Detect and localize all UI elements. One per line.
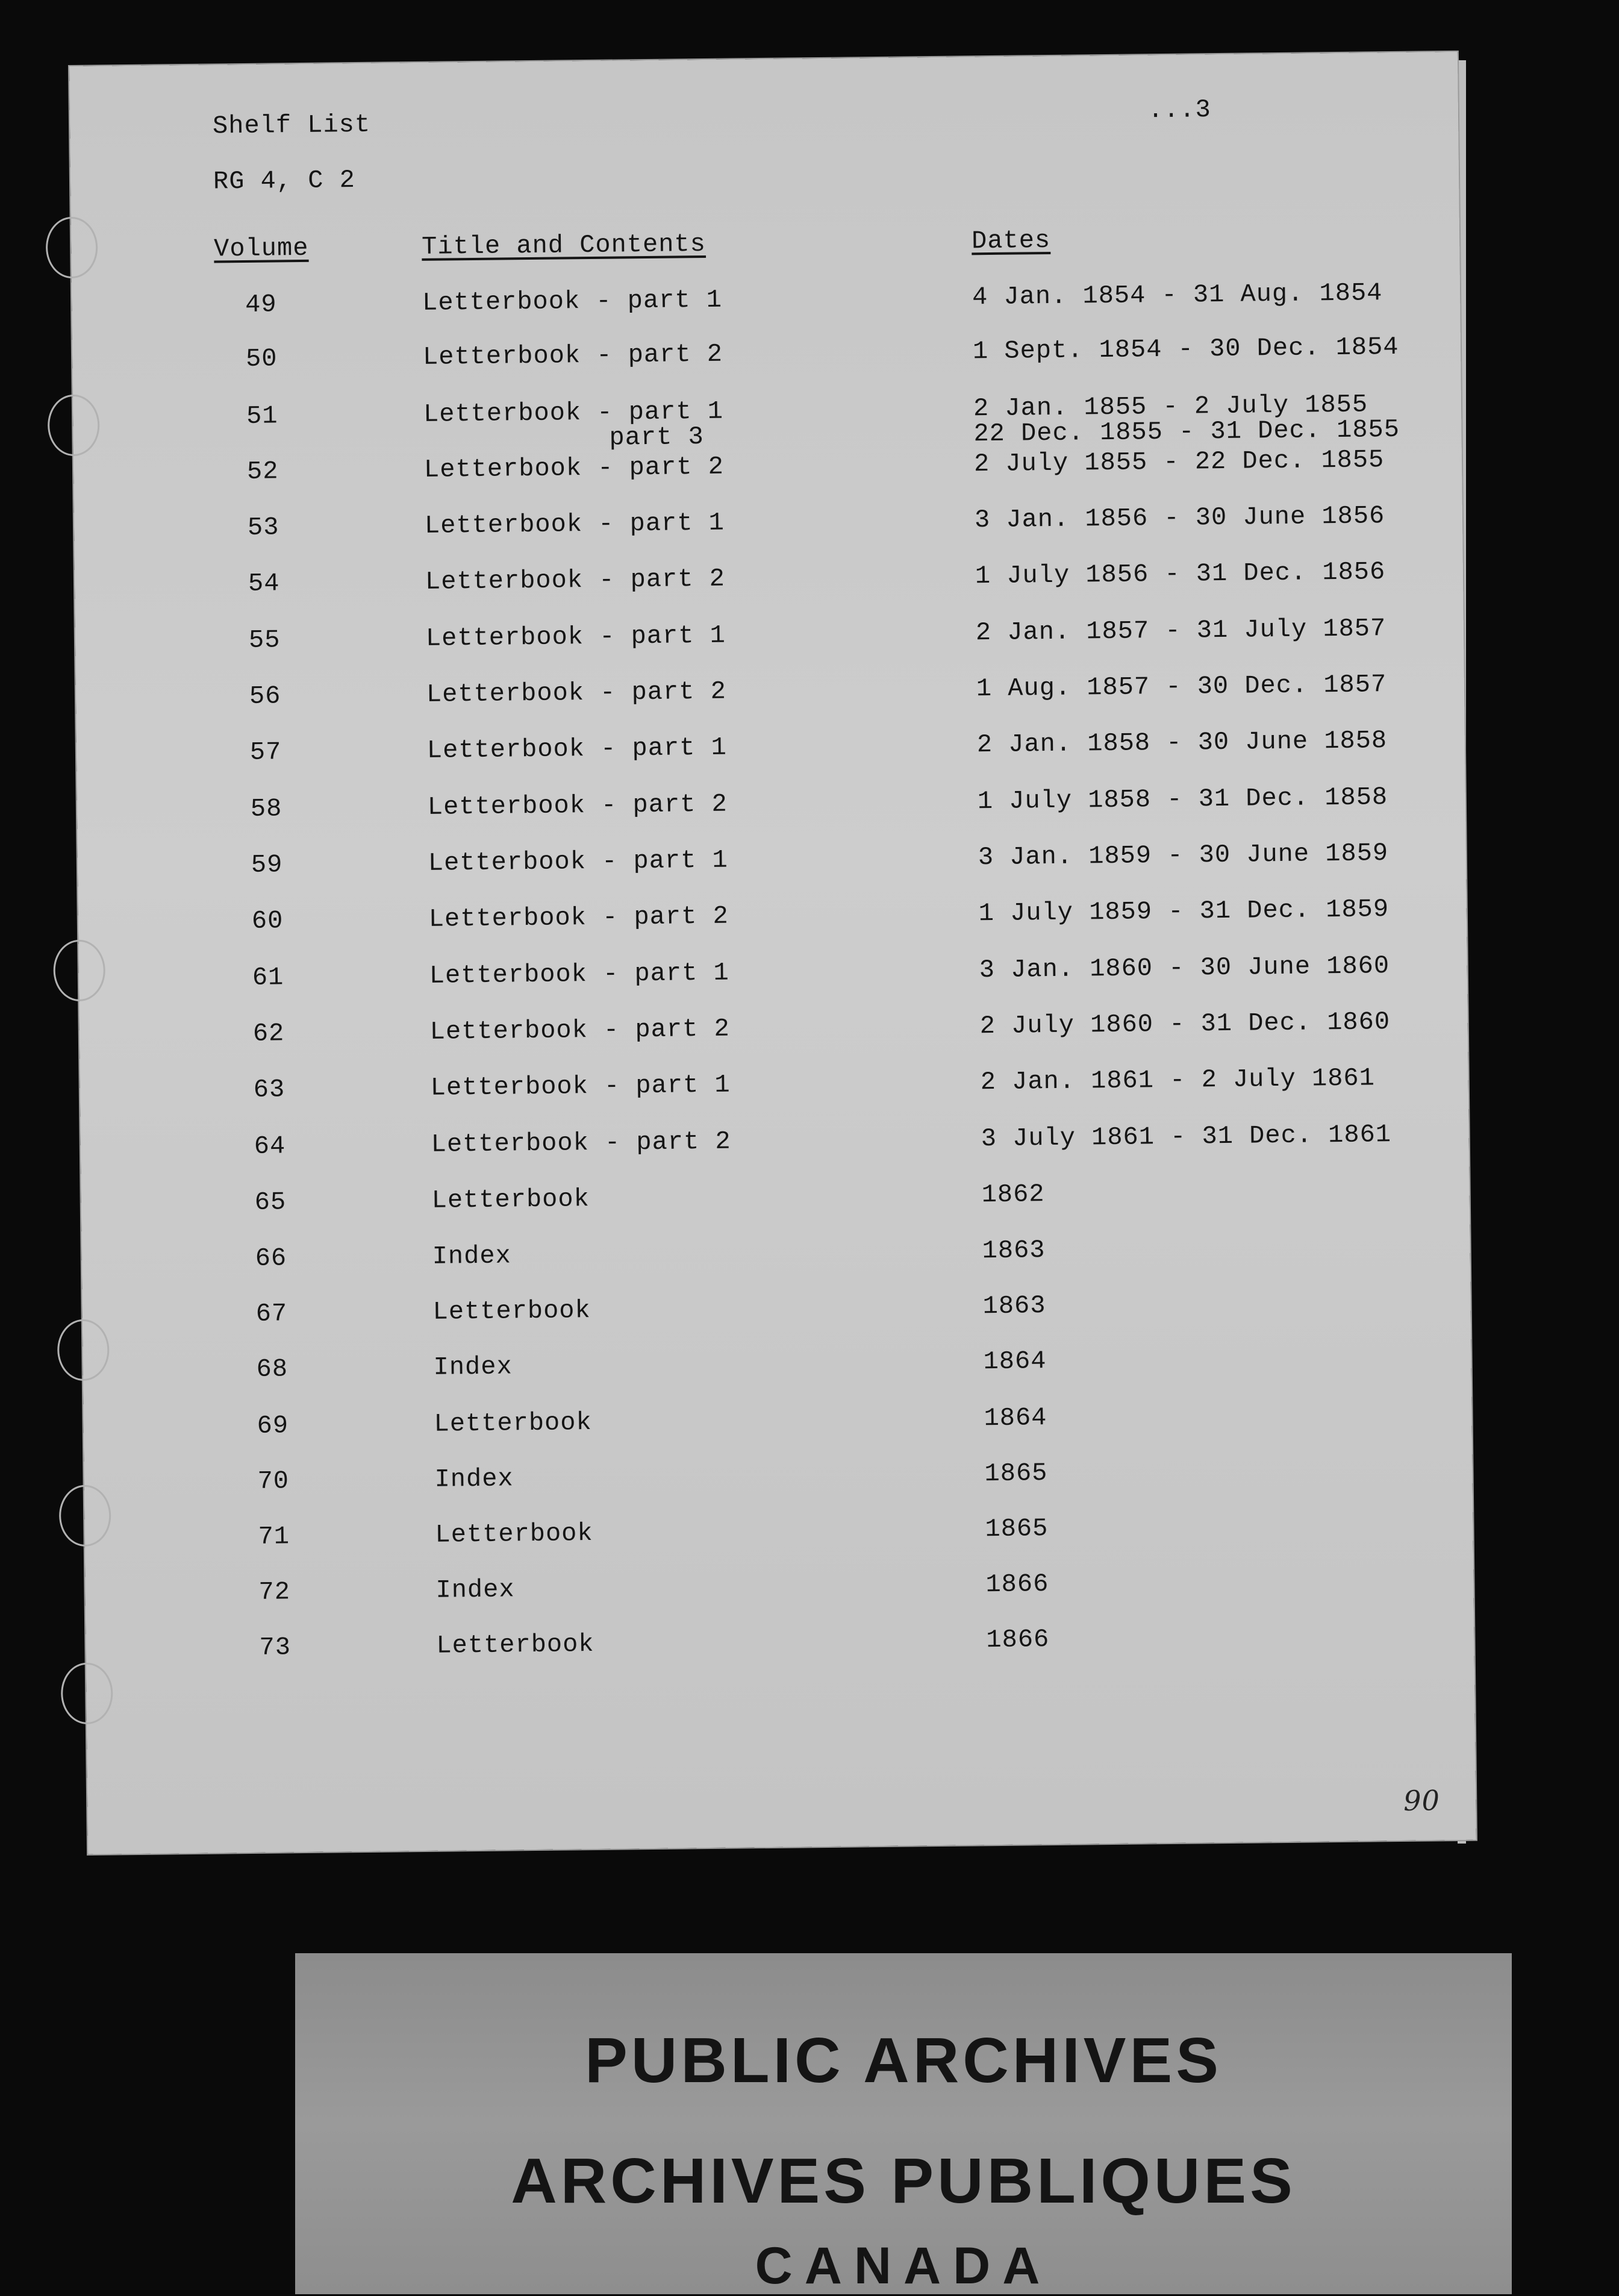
row-title: Letterbook - part 1 (429, 958, 729, 990)
row-dates: 3 July 1861 - 31 Dec. 1861 (981, 1120, 1392, 1154)
column-header-dates: Dates (971, 225, 1051, 256)
row-volume: 58 (250, 794, 282, 824)
row-dates: 2 July 1860 - 31 Dec. 1860 (979, 1007, 1391, 1041)
stamp-line-english: PUBLIC ARCHIVES (585, 2025, 1222, 2096)
row-title: Letterbook (432, 1296, 591, 1327)
row-volume: 65 (254, 1187, 287, 1217)
row-volume: 71 (258, 1522, 290, 1551)
row-title: Index (433, 1352, 513, 1382)
row-dates: 1863 (982, 1236, 1046, 1266)
row-title: Letterbook - part 2 (426, 677, 727, 709)
row-dates: 1866 (986, 1625, 1050, 1655)
row-dates: 2 Jan. 1858 - 30 June 1858 (976, 726, 1388, 760)
stamp-line-french: ARCHIVES PUBLIQUES (511, 2145, 1296, 2216)
row-dates: 1864 (983, 1347, 1047, 1377)
row-title: Letterbook - part 2 (431, 1127, 731, 1159)
row-dates: 3 Jan. 1856 - 30 June 1856 (974, 501, 1385, 535)
row-dates: 1 Sept. 1854 - 30 Dec. 1854 (972, 332, 1399, 366)
row-volume: 62 (252, 1019, 285, 1048)
row-title: Letterbook - part 1 (423, 396, 724, 429)
row-dates: 22 Dec. 1855 - 31 Dec. 1855 (973, 414, 1400, 449)
row-title: Letterbook (435, 1519, 593, 1550)
row-dates: 1 July 1859 - 31 Dec. 1859 (978, 895, 1390, 928)
row-dates: 1 July 1856 - 31 Dec. 1856 (975, 557, 1386, 591)
row-dates: 3 Jan. 1860 - 30 June 1860 (979, 951, 1390, 985)
punch-hole-mark (59, 1484, 111, 1547)
row-volume: 67 (255, 1299, 288, 1328)
row-title: Index (435, 1575, 515, 1605)
row-title: Letterbook - part 2 (427, 789, 728, 822)
row-title: Letterbook - part 1 (422, 285, 723, 317)
row-dates: 1 July 1858 - 31 Dec. 1858 (977, 783, 1388, 816)
row-dates: 1863 (982, 1291, 1046, 1321)
row-title: Index (434, 1464, 514, 1494)
punch-hole-mark (48, 395, 100, 457)
row-title: Letterbook - part 1 (428, 845, 728, 878)
row-title: Index (432, 1241, 511, 1271)
row-volume: 68 (256, 1354, 289, 1384)
row-title: Letterbook (434, 1408, 592, 1439)
row-volume: 69 (257, 1411, 289, 1440)
row-title: Letterbook - part 1 (426, 733, 728, 765)
row-volume: 52 (246, 457, 279, 486)
row-dates: 1862 (981, 1180, 1045, 1210)
row-volume: 54 (248, 569, 280, 598)
row-volume: 61 (252, 963, 284, 992)
row-volume: 59 (251, 850, 283, 880)
stamp-line-country: CANADA (755, 2237, 1052, 2295)
row-volume: 55 (248, 625, 281, 655)
shelf-list-title: Shelf List (212, 110, 371, 141)
row-volume: 64 (254, 1131, 286, 1161)
column-header-title: Title and Contents (421, 229, 707, 261)
punch-hole-mark (46, 217, 98, 279)
row-volume: 56 (249, 681, 281, 711)
row-dates: 3 Jan. 1859 - 30 June 1859 (978, 839, 1389, 872)
row-title: Letterbook - part 2 (428, 901, 729, 934)
row-dates: 2 Jan. 1855 - 2 July 1855 (973, 390, 1368, 424)
row-volume: 63 (253, 1075, 285, 1104)
row-volume: 70 (257, 1466, 290, 1496)
row-title: Letterbook - part 2 (429, 1014, 730, 1046)
row-volume: 51 (246, 401, 278, 431)
row-title: Letterbook - part 2 (422, 339, 723, 372)
document-sheet (69, 52, 1476, 1854)
row-volume: 50 (245, 344, 278, 374)
row-title: Letterbook (431, 1184, 590, 1215)
row-dates: 2 July 1855 - 22 Dec. 1855 (973, 445, 1385, 479)
row-dates: 1 Aug. 1857 - 30 Dec. 1857 (976, 670, 1387, 704)
row-volume: 49 (245, 290, 277, 319)
row-dates: 1866 (985, 1569, 1049, 1600)
punch-hole-mark (53, 939, 105, 1001)
row-volume: 66 (255, 1243, 287, 1273)
row-dates: 1865 (985, 1514, 1049, 1544)
archive-stamp (295, 1953, 1512, 2294)
row-volume: 60 (251, 906, 284, 936)
row-title: Letterbook - part 2 (425, 564, 726, 596)
row-title: Letterbook - part 1 (430, 1070, 731, 1103)
row-dates: 4 Jan. 1854 - 31 Aug. 1854 (972, 278, 1383, 312)
row-dates: 1865 (984, 1459, 1048, 1489)
row-title: Letterbook - part 1 (425, 621, 726, 653)
punch-hole-mark (61, 1662, 113, 1724)
punch-hole-mark (57, 1319, 110, 1381)
row-volume: 53 (247, 513, 279, 542)
page-continuation-marker: ...3 (1147, 95, 1211, 125)
row-dates: 2 Jan. 1861 - 2 July 1861 (980, 1063, 1376, 1097)
row-dates: 1864 (984, 1403, 1047, 1433)
row-volume: 72 (258, 1577, 291, 1607)
row-title: part 3 (609, 422, 704, 452)
row-volume: 73 (259, 1633, 292, 1662)
row-title: Letterbook - part 2 (423, 452, 725, 484)
row-dates: 2 Jan. 1857 - 31 July 1857 (975, 614, 1387, 648)
row-title: Letterbook - part 1 (424, 508, 725, 540)
row-volume: 57 (249, 737, 282, 767)
column-header-volume: Volume (213, 233, 309, 264)
handwritten-page-number: 90 (1403, 1784, 1441, 1817)
record-group-reference: RG 4, C 2 (213, 166, 356, 196)
row-title: Letterbook (436, 1630, 594, 1660)
